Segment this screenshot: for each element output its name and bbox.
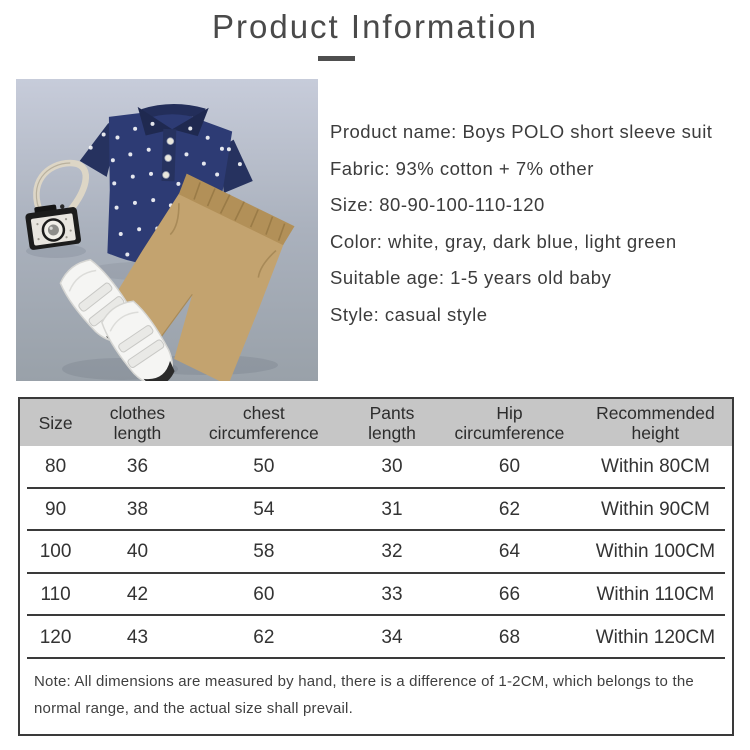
product-photo-illustration bbox=[16, 79, 318, 381]
header-cell-clothes-length: clothes length bbox=[109, 402, 166, 443]
table-cell: Within 100CM bbox=[595, 541, 716, 563]
detail-suitable-age: Suitable age: 1-5 years old baby bbox=[330, 267, 612, 289]
table-cell: Within 110CM bbox=[596, 584, 715, 606]
header-cell-hip-circumference: Hip circumference bbox=[454, 402, 565, 443]
table-cell: 30 bbox=[381, 456, 403, 478]
table-cell: Within 120CM bbox=[595, 626, 716, 648]
table-cell: 60 bbox=[498, 456, 521, 478]
detail-color: Color: white, gray, dark blue, light green bbox=[330, 230, 677, 252]
table-cell: 62 bbox=[498, 498, 521, 520]
header-cell-chest-circumference: chest circumference bbox=[208, 402, 319, 443]
detail-size: Size: 80-90-100-110-120 bbox=[330, 194, 545, 216]
table-cell: 60 bbox=[253, 584, 275, 606]
table-cell: 54 bbox=[253, 498, 275, 520]
product-details bbox=[330, 114, 750, 334]
table-cell: 32 bbox=[381, 541, 403, 563]
table-cell: Within 90CM bbox=[601, 498, 710, 520]
table-cell: 80 bbox=[45, 456, 67, 478]
table-cell: 68 bbox=[498, 626, 521, 648]
polo-button bbox=[162, 171, 169, 178]
table-cell: 90 bbox=[45, 498, 67, 520]
table-cell: 66 bbox=[498, 584, 521, 606]
table-row-size-110 bbox=[20, 574, 732, 617]
table-cell: Within 80CM bbox=[601, 456, 710, 478]
header-cell-recommended-height: Recommended height bbox=[596, 402, 715, 443]
title-underline bbox=[318, 56, 355, 61]
table-cell: 33 bbox=[381, 584, 403, 606]
page-title: Product Information bbox=[212, 8, 538, 45]
size-table bbox=[18, 397, 734, 736]
table-row-size-90 bbox=[20, 489, 732, 532]
table-cell: 100 bbox=[39, 541, 72, 563]
header-cell-pants-length: Pants length bbox=[368, 402, 416, 443]
table-cell: 43 bbox=[126, 626, 149, 648]
product-photo bbox=[16, 79, 318, 381]
table-cell: 38 bbox=[126, 498, 149, 520]
table-cell: 58 bbox=[253, 541, 275, 563]
table-cell: 64 bbox=[498, 541, 521, 563]
table-cell: 40 bbox=[126, 541, 149, 563]
table-cell: 62 bbox=[253, 626, 275, 648]
table-cell: 120 bbox=[39, 626, 72, 648]
header-cell-size: Size bbox=[38, 412, 73, 433]
table-cell: 42 bbox=[126, 584, 149, 606]
table-row-size-100 bbox=[20, 531, 732, 574]
table-row-size-80 bbox=[20, 446, 732, 489]
table-row-size-120 bbox=[20, 616, 732, 659]
table-cell: 34 bbox=[381, 626, 403, 648]
size-table-header-row bbox=[20, 399, 732, 446]
table-cell: 36 bbox=[126, 456, 149, 478]
note-text: Note: All dimensions are measured by hand, there is a difference of 1-2CM, which belongs to the normal range, and the actual size shall prevail. bbox=[34, 672, 694, 717]
detail-style: Style: casual style bbox=[330, 303, 488, 325]
polo-button bbox=[165, 154, 172, 161]
table-cell: 31 bbox=[381, 498, 403, 520]
polo-button bbox=[167, 138, 174, 145]
table-cell: 110 bbox=[40, 584, 71, 606]
table-cell: 50 bbox=[253, 456, 275, 478]
detail-product-name: Product name: Boys POLO short sleeve suit bbox=[330, 121, 713, 142]
detail-fabric: Fabric: 93% cotton + 7% other bbox=[330, 157, 594, 179]
